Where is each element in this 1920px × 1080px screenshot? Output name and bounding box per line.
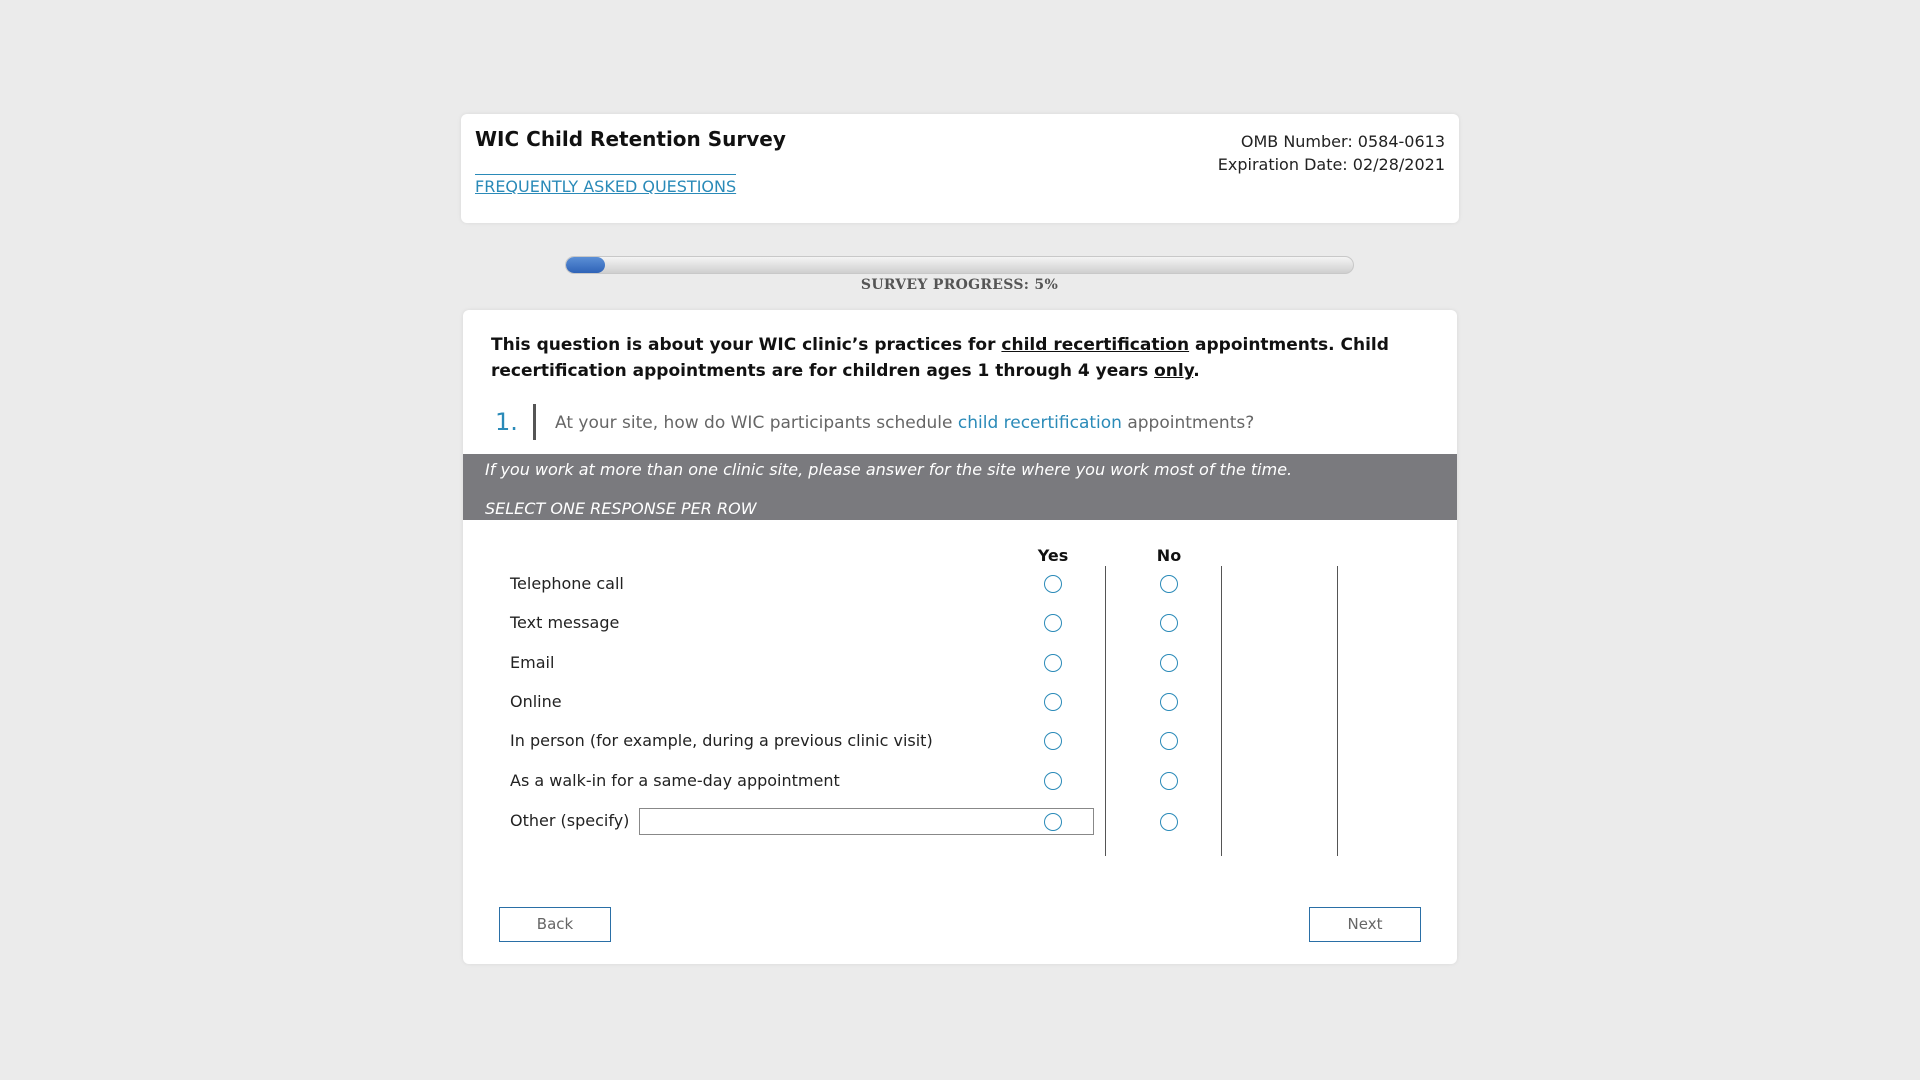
radio-text-message-no[interactable] [1160, 614, 1178, 632]
next-button[interactable]: Next [1309, 907, 1421, 942]
radio-other-no[interactable] [1160, 813, 1178, 831]
radio-telephone-yes[interactable] [1044, 575, 1062, 593]
radio-walk-in-yes[interactable] [1044, 772, 1062, 790]
row-label-other: Other (specify) [510, 811, 630, 830]
survey-header [461, 114, 1459, 223]
faq-link[interactable]: FREQUENTLY ASKED QUESTIONS [475, 174, 736, 196]
survey-title: WIC Child Retention Survey [475, 127, 786, 151]
intro-text-2: appointments. Child recertification appointments are for children ages 1 through 4 years [491, 335, 1389, 381]
radio-walk-in-no[interactable] [1160, 772, 1178, 790]
intro-underline-1: child recertification [1001, 335, 1190, 355]
column-header-no: No [1156, 546, 1182, 565]
radio-other-yes[interactable] [1044, 813, 1062, 831]
instruction-band [463, 454, 1457, 520]
question-text-start: At your site, how do WIC participants schedule [555, 413, 958, 433]
radio-online-yes[interactable] [1044, 693, 1062, 711]
row-label-online: Online [510, 692, 562, 711]
question-number: 1. [495, 408, 518, 436]
question-text [555, 413, 1254, 433]
instruction-select: SELECT ONE RESPONSE PER ROW [485, 499, 757, 518]
radio-email-no[interactable] [1160, 654, 1178, 672]
grid-divider [1337, 566, 1338, 856]
progress-label: SURVEY PROGRESS: 5% [860, 277, 1059, 293]
instruction-site: If you work at more than one clinic site, please answer for the site where you work most of the time. [485, 460, 1293, 479]
radio-in-person-yes[interactable] [1044, 732, 1062, 750]
expiration-date: Expiration Date: 02/28/2021 [1217, 155, 1445, 174]
row-label-email: Email [510, 653, 555, 672]
radio-email-yes[interactable] [1044, 654, 1062, 672]
question-divider [533, 404, 536, 440]
omb-info [1218, 130, 1445, 176]
intro-text-1: This question is about your WIC clinic’s practices for [491, 335, 1002, 355]
row-label-telephone: Telephone call [510, 574, 624, 593]
intro-underline-2: only [1154, 361, 1194, 381]
back-button[interactable]: Back [499, 907, 611, 942]
other-specify-input[interactable] [639, 808, 1094, 835]
radio-in-person-no[interactable] [1160, 732, 1178, 750]
question-text-end: appointments? [1121, 413, 1255, 433]
progress-bar [565, 256, 1354, 274]
question-card [463, 310, 1457, 964]
row-label-text-message: Text message [510, 613, 620, 632]
intro-text-3: . [1193, 361, 1200, 381]
row-label-in-person: In person (for example, during a previous clinic visit) [510, 731, 933, 750]
column-header-yes: Yes [1037, 546, 1069, 565]
row-label-walk-in: As a walk-in for a same-day appointment [510, 771, 840, 790]
radio-telephone-no[interactable] [1160, 575, 1178, 593]
progress-fill [566, 257, 605, 273]
radio-online-no[interactable] [1160, 693, 1178, 711]
grid-divider [1221, 566, 1222, 856]
radio-text-message-yes[interactable] [1044, 614, 1062, 632]
grid-divider [1105, 566, 1106, 856]
question-intro [491, 332, 1431, 384]
omb-number: OMB Number: 0584-0613 [1240, 132, 1445, 151]
question-text-highlight: child recertification [957, 413, 1122, 433]
